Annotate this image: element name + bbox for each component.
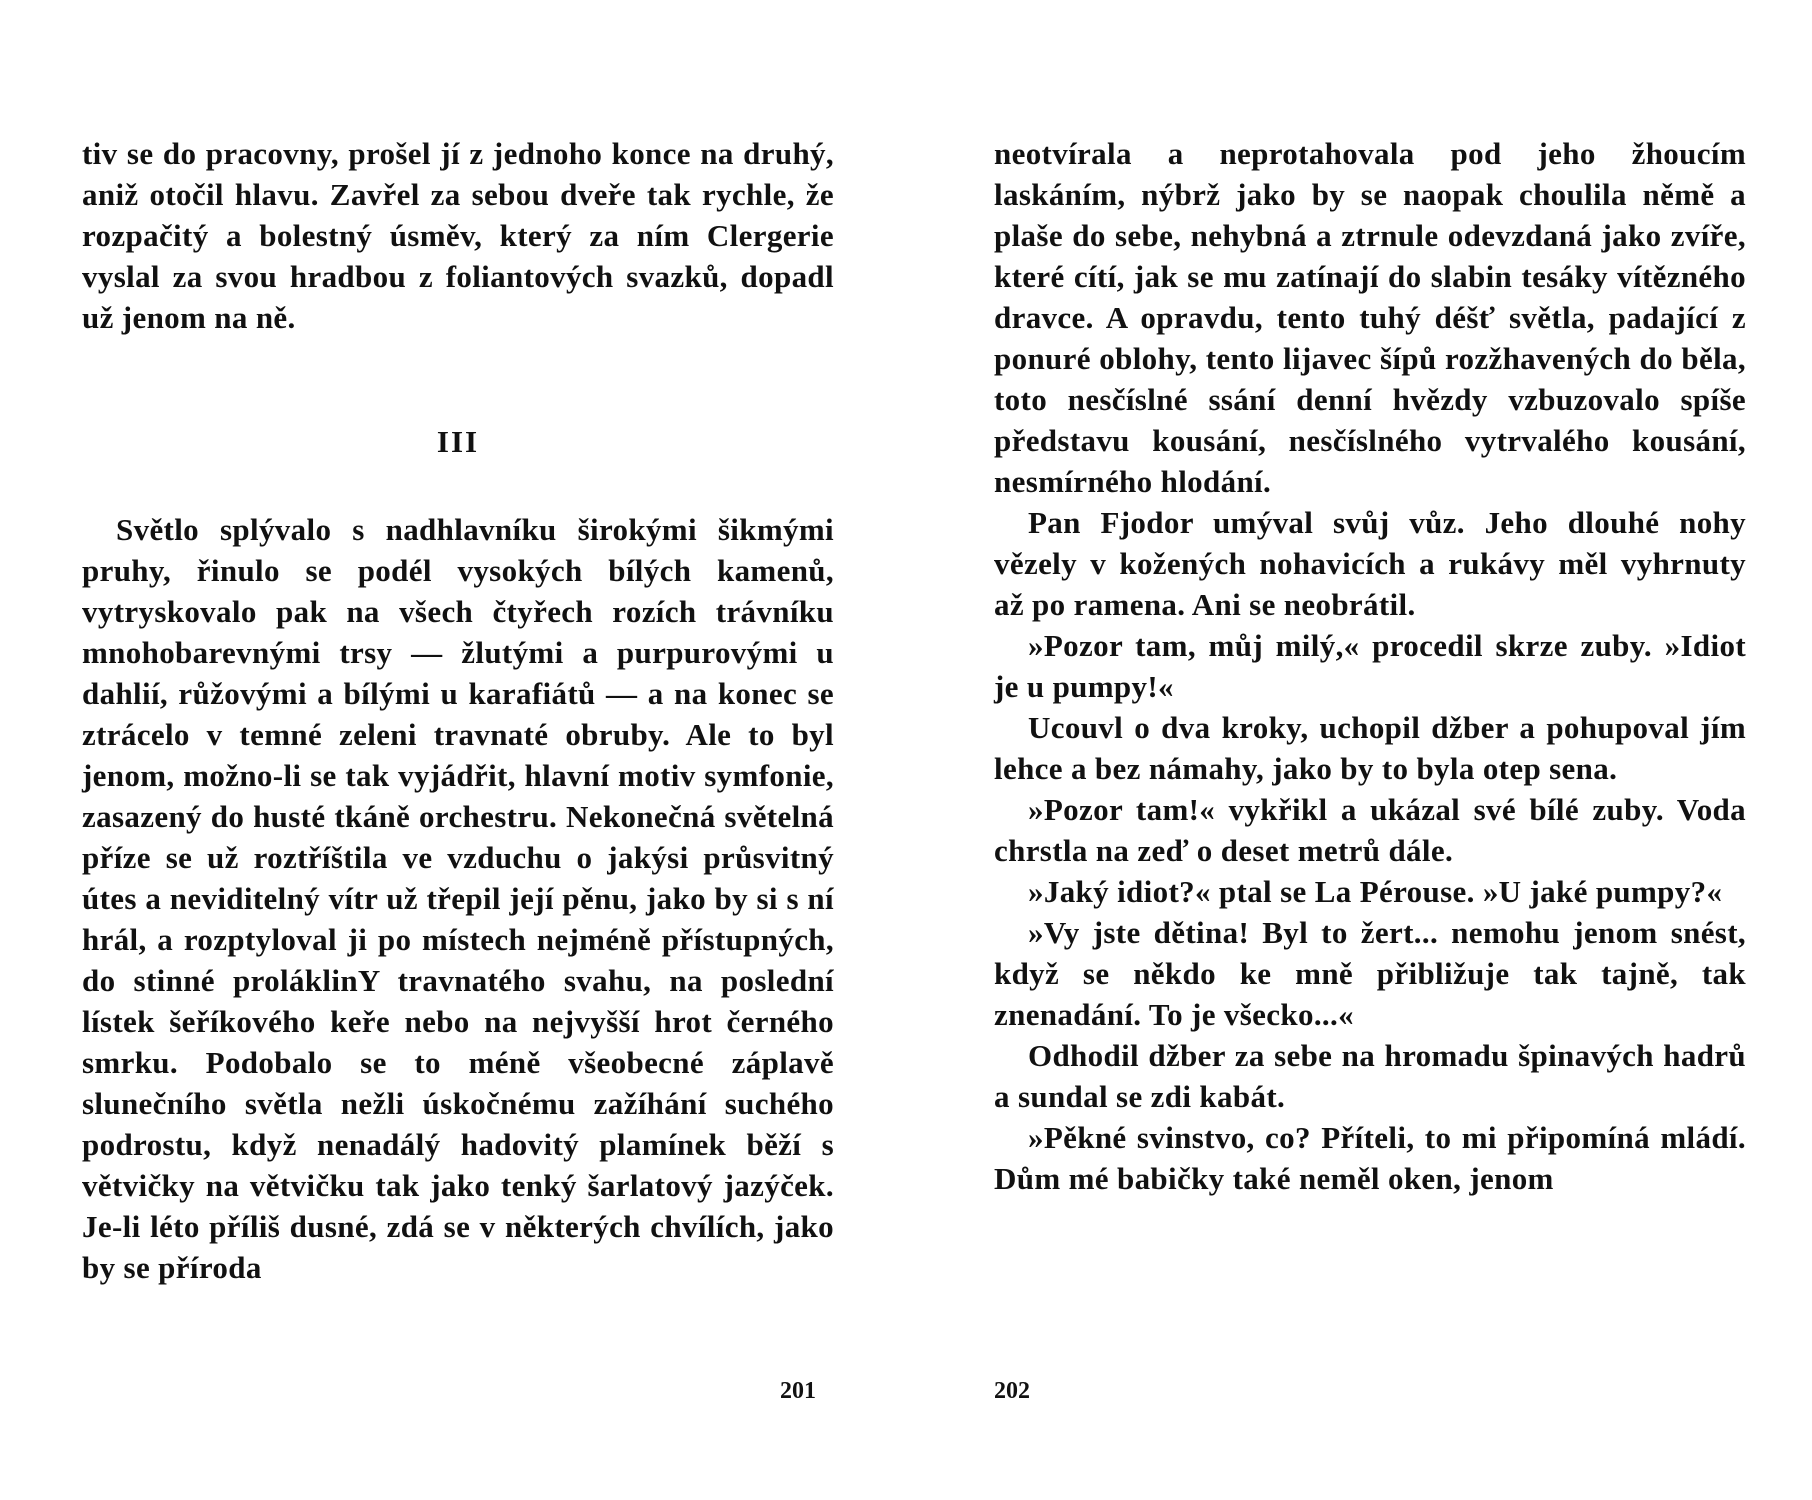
paragraph: Ucouvl o dva kroky, uchopil džber a pohupoval jím lehce a bez námahy, jako by to byla otep sena. [994, 710, 1746, 786]
right-page [906, 0, 1812, 1500]
page-number-right: 202 [994, 1378, 1030, 1404]
paragraph: »Vy jste dětina! Byl to žert... nemohu jenom snést, když se někdo ke mně přibližuje tak tajně, tak znenadání. To je všecko...« [994, 915, 1746, 1032]
chapter-text [82, 509, 834, 1288]
paragraph: »Pozor tam, můj milý,« procedil skrze zuby. »Idiot je u pumpy!« [994, 628, 1746, 704]
paragraph: Pan Fjodor umýval svůj vůz. Jeho dlouhé nohy vězely v kožených nohavicích a rukávy měl vyhrnuty až po ramena. Ani se neobrátil. [994, 505, 1746, 622]
chapter-paragraph: Světlo splývalo s nadhlavníku širokými šikmými pruhy, řinulo se podél vysokých bílých kamenů, vytryskovalo pak na všech čtyřech rozích trávníku mnohobarevnými trsy — žlutými a purpurovými u dahlií, růžovými a bílými u karafiátů — a na konec se ztrácelo v temné zeleni travnaté obruby. Ale to byl jenom, možno-li se tak vyjádřit, hlavní motiv symfonie, zasazený do husté tkáně orchestru. Nekonečná světelná příze se už roztříštila ve vzduchu o jakýsi průsvitný útes a neviditelný vítr už třepil její pěnu, jako by si s ní hrál, a rozptyloval ji po místech nejméně přístupných, do stinné proláklinY travnatého svahu, na poslední lístek šeříkového keře nebo na nejvyšší hrot černého smrku. Podobalo se to méně všeobecné záplavě slunečního světla nežli úskočnému zažíhání suchého podrostu, když nenadálý hadovitý plamínek běží s větvičky na větvičku tak jako tenký šarlatový jazýček. Je-li léto příliš dusné, zdá se v některých chvílích, jako by se příroda [82, 512, 834, 1285]
chapter-heading: III [436, 424, 480, 459]
paragraph: neotvírala a neprotahovala pod jeho žhoucím laskáním, nýbrž jako by se naopak choulila němě a plaše do sebe, nehybná a ztrnule odevzdaná jako zvíře, které cítí, jak se mu zatínají do slabin tesáky vítězného dravce. A opravdu, tento tuhý déšť světla, padající z ponuré oblohy, tento lijavec šípů rozžhavených do běla, toto nesčíslné ssání denní hvězdy vzbuzovalo spíše představu kousání, nesčíslného vytrvalého kousání, nesmírného hlodání. [994, 136, 1746, 499]
opening-paragraph: tiv se do pracovny, prošel jí z jednoho konce na druhý, aniž otočil hlavu. Zavřel za sebou dveře tak rychle, že rozpačitý a bolestný úsměv, který za ním Clergerie vyslal za svou hradbou z foliantových svazků, dopadl už jenom na ně. [82, 136, 834, 335]
page-number-left: 201 [780, 1378, 816, 1404]
paragraph: »Pozor tam!« vykřikl a ukázal své bílé zuby. Voda chrstla na zeď o deset metrů dále. [994, 792, 1746, 868]
paragraph: »Jaký idiot?« ptal se La Pérouse. »U jaké pumpy?« [1028, 874, 1723, 909]
paragraph: »Pěkné svinstvo, co? Příteli, to mi připomíná mládí. Dům mé babičky také neměl oken, jenom [994, 1120, 1746, 1196]
right-page-text [994, 133, 1746, 1199]
paragraph: Odhodil džber za sebe na hromadu špinavých hadrů a sundal se zdi kabát. [994, 1038, 1746, 1114]
